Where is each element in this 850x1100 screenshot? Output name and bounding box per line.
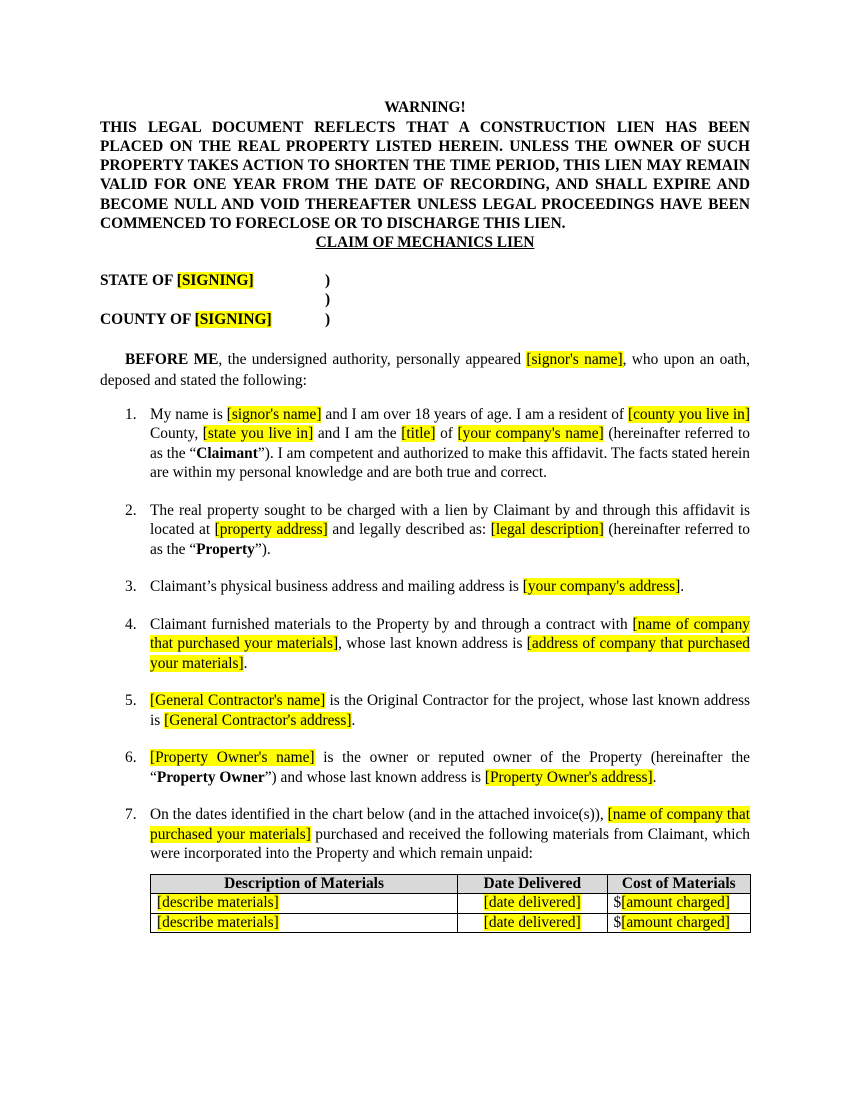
- item-number: 3.: [125, 578, 137, 596]
- materials-table: [150, 874, 751, 934]
- intro-text: , the undersigned authority, personally appeared: [218, 350, 527, 368]
- state-label: STATE OF: [100, 271, 177, 289]
- placeholder-highlight: [Property Owner's address]: [484, 768, 653, 786]
- date-cell: [458, 894, 607, 914]
- document-title: CLAIM OF MECHANICS LIEN: [315, 234, 535, 252]
- list-item: [100, 805, 750, 864]
- currency-symbol: $: [613, 913, 622, 931]
- cost-cell: [607, 913, 751, 933]
- placeholder-highlight: [date delivered]: [483, 894, 581, 912]
- defined-term: Property: [196, 540, 255, 558]
- list-item: [100, 405, 750, 483]
- column-header-description: Description of Materials: [151, 874, 458, 894]
- numbered-list: [100, 405, 750, 864]
- placeholder-highlight: [Property Owner's name]: [150, 749, 315, 767]
- item-text: .: [652, 768, 657, 786]
- item-text: (hereinafter referred to as the “: [150, 521, 750, 558]
- item-text: On the dates identified in the chart below (and in the attached invoice(s)),: [150, 806, 608, 824]
- placeholder-highlight: [state you live in]: [202, 425, 314, 443]
- item-number: 1.: [125, 405, 137, 423]
- date-cell: [458, 913, 607, 933]
- list-item: [100, 577, 750, 597]
- item-text: Claimant’s physical business address and mailing address is: [150, 578, 523, 596]
- list-item: [100, 615, 750, 674]
- item-number: 5.: [125, 692, 137, 710]
- item-text: ”). I am competent and authorized to make this affidavit. The facts stated herein are within my personal knowledge and are both true and correct.: [150, 444, 750, 482]
- placeholder-highlight: [name of company that purchased your materials]: [150, 806, 750, 843]
- item-text: is the Original Contractor for the project, whose last known address is: [150, 692, 750, 729]
- item-text: ”) and whose last known address is: [264, 768, 485, 786]
- item-text: ”).: [254, 540, 271, 558]
- item-text: Claimant furnished materials to the Property by and through a contract with: [150, 615, 633, 633]
- venue-state-row: [100, 271, 750, 290]
- venue-paren: ): [325, 271, 331, 289]
- placeholder-highlight: [name of company that purchased your materials]: [150, 615, 750, 653]
- item-number: 6.: [125, 749, 137, 767]
- intro-paragraph: [100, 349, 750, 391]
- item-text: of: [435, 425, 458, 443]
- state-placeholder: [SIGNING]: [176, 271, 254, 289]
- warning-body: THIS LEGAL DOCUMENT REFLECTS THAT A CONSTRUCTION LIEN HAS BEEN PLACED ON THE REAL PROPERTY LISTED HEREIN. UNLESS THE OWNER OF SUCH PROPERTY TAKES ACTION TO SHORTEN THE TIME PERIOD, THIS LIEN MAY REMAIN VALID FOR ONE YEAR FROM THE DATE OF RECORDING, AND SHALL EXPIRE AND BECOME NULL AND VOID THEREAFTER UNLESS LEGAL PROCEEDINGS HAVE BEEN COMMENCED TO FORECLOSE OR TO DISCHARGE THIS LIEN.: [100, 118, 750, 232]
- item-text: (hereinafter referred to as the “: [150, 425, 750, 462]
- item-number: 2.: [125, 501, 137, 519]
- document-page: [100, 98, 750, 933]
- placeholder-highlight: [county you live in]: [627, 405, 750, 423]
- placeholder-highlight: [your company's address]: [522, 578, 681, 596]
- venue-paren: ): [325, 310, 331, 328]
- item-text: and I am the: [313, 425, 402, 443]
- item-text: is the owner or reputed owner of the Property (hereinafter the “: [150, 749, 751, 786]
- column-header-cost: Cost of Materials: [607, 874, 751, 894]
- cost-cell: [607, 894, 751, 914]
- intro-text: , who upon an oath, deposed and stated the following:: [100, 350, 750, 389]
- county-placeholder: [SIGNING]: [194, 310, 272, 328]
- placeholder-highlight: [General Contractor's name]: [150, 692, 326, 710]
- placeholder-highlight: [legal description]: [490, 521, 604, 539]
- placeholder-highlight: [describe materials]: [157, 894, 279, 912]
- table-row: [151, 913, 751, 933]
- description-cell: [151, 913, 458, 933]
- intro-bold: BEFORE ME: [125, 350, 219, 368]
- item-number: 7.: [125, 806, 137, 824]
- item-text: County,: [150, 425, 203, 443]
- item-text: .: [351, 711, 356, 729]
- placeholder-highlight: [signor's name]: [226, 405, 322, 423]
- placeholder-highlight: [date delivered]: [483, 913, 581, 931]
- placeholder-highlight: [amount charged]: [621, 894, 730, 912]
- warning-title: WARNING!: [384, 99, 466, 116]
- list-item: [100, 501, 750, 560]
- item-number: 4.: [125, 615, 137, 633]
- county-label: COUNTY OF: [100, 310, 195, 328]
- item-text: The real property sought to be charged with a lien by Claimant by and through this affidavit is located at: [150, 501, 750, 539]
- item-text: and legally described as:: [327, 521, 491, 539]
- item-text: purchased and received the following materials from Claimant, which were incorporated into the Property and which remain unpaid:: [150, 825, 751, 863]
- defined-term: Claimant: [196, 444, 258, 462]
- placeholder-highlight: [General Contractor's address]: [164, 711, 352, 729]
- column-header-date: Date Delivered: [458, 874, 607, 894]
- signor-placeholder: [signor's name]: [526, 350, 623, 368]
- table-header-row: [151, 874, 751, 894]
- placeholder-highlight: [amount charged]: [621, 913, 730, 931]
- venue-block: [100, 271, 750, 329]
- currency-symbol: $: [613, 894, 622, 912]
- venue-county-row: [100, 310, 750, 329]
- list-item: [100, 748, 750, 787]
- table-row: [151, 894, 751, 914]
- placeholder-highlight: [your company's name]: [457, 425, 604, 443]
- description-cell: [151, 894, 458, 914]
- item-text: .: [243, 654, 248, 672]
- defined-term: Property Owner: [156, 768, 265, 786]
- placeholder-highlight: [describe materials]: [157, 913, 279, 931]
- venue-paren: ): [325, 291, 331, 309]
- placeholder-highlight: [address of company that purchased your materials]: [150, 635, 750, 672]
- item-text: , whose last known address is: [338, 635, 527, 653]
- item-text: .: [680, 578, 685, 596]
- placeholder-highlight: [title]: [401, 425, 436, 443]
- list-item: [100, 691, 750, 730]
- venue-blank-row: [100, 290, 750, 309]
- item-text: and I am over 18 years of age. I am a resident of: [321, 405, 628, 423]
- item-text: My name is: [150, 405, 227, 423]
- placeholder-highlight: [property address]: [214, 521, 328, 539]
